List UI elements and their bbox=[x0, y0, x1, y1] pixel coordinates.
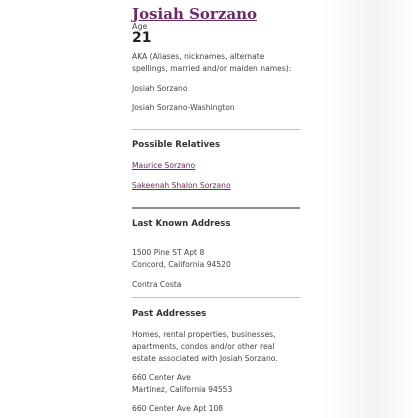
aka-name: Josiah Sorzano bbox=[132, 84, 188, 93]
aka-name: Josiah Sorzano-Washington bbox=[132, 103, 235, 112]
past-addresses-heading: Past Addresses bbox=[132, 309, 207, 319]
past-addresses-description: Homes, rental properties, businesses, apartments, condos and/or other real estate associated with Josiah Sorzano. bbox=[132, 330, 278, 363]
address-county: Contra Costa bbox=[132, 280, 182, 289]
relative-link-sakeenah[interactable]: Sakeenah Shalon Sorzano bbox=[132, 181, 231, 190]
page-edge-shadow bbox=[322, 0, 418, 418]
address-city-line: Concord, California 94520 bbox=[132, 260, 231, 269]
address-line: 1500 Pine ST Apt 8 bbox=[132, 248, 205, 257]
last-address-heading: Last Known Address bbox=[132, 219, 231, 229]
section-divider bbox=[132, 207, 300, 209]
aka-label: AKA (Aliases, nicknames, alternate spellings, married and/or maiden names): bbox=[132, 52, 292, 73]
section-divider bbox=[132, 297, 300, 298]
age-value: 21 bbox=[132, 30, 152, 46]
past-address-line: 660 Center Ave Apt 108 bbox=[132, 404, 224, 413]
past-address-city-line: Martinez, California 94553 bbox=[132, 385, 233, 394]
age-label: Age bbox=[132, 22, 148, 31]
past-address-line: 660 Center Ave bbox=[132, 373, 191, 382]
relatives-heading: Possible Relatives bbox=[132, 140, 221, 150]
section-divider bbox=[132, 129, 300, 130]
person-name-link[interactable]: Josiah Sorzano bbox=[132, 5, 257, 23]
relative-link-maurice[interactable]: Maurice Sorzano bbox=[132, 161, 196, 170]
